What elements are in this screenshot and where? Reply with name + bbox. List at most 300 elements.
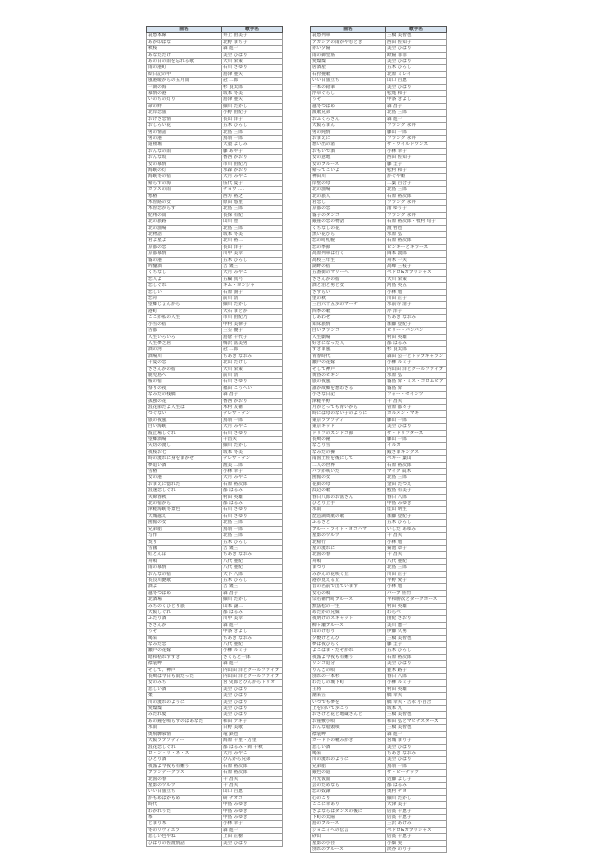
- singer-name-cell: 倍賞 千恵子: [386, 834, 447, 840]
- song-title-cell: みかんの花咲く丘: [311, 571, 386, 577]
- song-title-cell: 芸のためなら: [311, 782, 386, 788]
- song-title-cell: 大阪ラプソディー: [147, 738, 222, 744]
- singer-name-cell: テレサ・テン: [222, 456, 283, 462]
- song-title-cell: 寒椿: [147, 193, 222, 199]
- song-title-cell: なみだの操: [311, 449, 386, 455]
- singer-name-cell: 藤山 一郎: [386, 437, 447, 443]
- singer-name-cell: 北島 三郎: [386, 565, 447, 571]
- song-title-cell: 恋舟: [147, 296, 222, 302]
- song-title-cell: ジョニィへの伝言: [311, 827, 386, 833]
- singer-name-cell: 水原 弘: [386, 372, 447, 378]
- singer-name-cell: ちあき なおみ: [222, 552, 283, 558]
- song-title-cell: いつでも夢を: [311, 699, 386, 705]
- singer-name-cell: 中島 みゆき: [222, 808, 283, 814]
- song-title-cell: 霧子のタンゴ: [311, 212, 386, 218]
- singer-name-cell: テレサ・テン: [222, 411, 283, 417]
- song-title-cell: 東京ラプソディ: [311, 417, 386, 423]
- singer-name-cell: 小林 幸子: [386, 148, 447, 154]
- song-title-cell: ガード下の靴みがき: [311, 738, 386, 744]
- song-title-cell: 高校三年生: [311, 257, 386, 263]
- singer-name-cell: 都 はるみ: [386, 782, 447, 788]
- singer-name-cell: ちあき なおみ: [222, 635, 283, 641]
- song-title-cell: おふくろさん: [311, 116, 386, 122]
- song-title-cell: 契り: [147, 539, 222, 545]
- singer-name-cell: 村田 英雄: [222, 494, 283, 500]
- singer-name-cell: 松尾 和子: [386, 91, 447, 97]
- song-title-cell: 一期の海: [147, 84, 222, 90]
- song-title-cell: 春日八郎のお富さん: [311, 494, 386, 500]
- singer-name-cell: 大月 みやこ: [222, 750, 283, 756]
- singer-name-cell: 小林 旭: [386, 539, 447, 545]
- song-title-cell: 旅の夜風: [147, 417, 222, 423]
- singer-name-cell: 坂本 冬美: [222, 232, 283, 238]
- singer-name-cell: 吉 幾三: [222, 264, 283, 270]
- singer-name-cell: 小柳 ルミ子: [386, 680, 447, 686]
- singer-name-cell: 杉 良太郎: [222, 84, 283, 90]
- song-title-cell: いい日旅立ち: [311, 78, 386, 84]
- song-title-cell: おけさ恋情: [147, 116, 222, 122]
- singer-name-cell: 三沢 あけみ: [386, 821, 447, 827]
- singer-name-cell: 梅沢 富美男: [222, 340, 283, 346]
- singer-name-cell: 内山田 洋とクールファイブ: [222, 667, 283, 673]
- singer-name-cell: 美空 ひばり: [222, 840, 283, 846]
- song-title-cell: 瀬戸の花嫁: [147, 648, 222, 654]
- singer-name-cell: 五輪 真弓: [222, 276, 283, 282]
- singer-name-cell: 川田 正子: [386, 296, 447, 302]
- song-title-cell: ブランデーグラス: [147, 770, 222, 776]
- singer-name-cell: かぐや姫: [386, 174, 447, 180]
- song-title-cell: 男の純情: [311, 129, 386, 135]
- singer-name-cell: 美空 ひばり: [386, 59, 447, 65]
- singer-name-cell: 長山 洋子: [222, 116, 283, 122]
- singer-name-cell: 森 進一: [222, 622, 283, 628]
- singer-name-cell: ぴんから兄弟: [222, 757, 283, 763]
- singer-name-cell: 千 昌夫: [222, 776, 283, 782]
- song-title-cell: 北の宿から: [147, 501, 222, 507]
- singer-name-cell: チョウ ....: [222, 187, 283, 193]
- singer-name-cell: ちあき なおみ: [222, 353, 283, 359]
- song-title-cell: 北国の春: [147, 776, 222, 782]
- song-title-cell: 襟裳岬: [311, 731, 386, 737]
- singer-name-cell: イルカ: [386, 443, 447, 449]
- singer-name-cell: 菊池 章子: [386, 545, 447, 551]
- song-title-cell: 函館の女: [311, 475, 386, 481]
- singer-name-cell: 美空 ひばり: [222, 699, 283, 705]
- song-title-cell: アカシアの雨がやむとき: [311, 39, 386, 45]
- song-title-cell: 瀬戸の花嫁: [311, 360, 386, 366]
- singer-name-cell: 藤 圭子: [386, 642, 447, 648]
- song-title-cell: 京都の恋: [311, 206, 386, 212]
- song-title-cell: ここに幸あり: [311, 802, 386, 808]
- song-title-cell: 愛燦燦: [311, 59, 386, 65]
- singer-name-cell: 殿さまキングス: [386, 449, 447, 455]
- song-title-cell: 雪椿: [147, 469, 222, 475]
- singer-name-cell: 前川 清: [222, 296, 283, 302]
- singer-name-cell: 霧島 昇・ミス・コロムビア: [386, 379, 447, 385]
- song-title-cell: 北の旅路: [147, 219, 222, 225]
- song-title-cell: あか印ばな: [147, 39, 222, 45]
- song-title-cell: あの日の雨を忘れる歌: [147, 59, 222, 65]
- song-title-cell: 上を向いて歩こう: [311, 706, 386, 712]
- singer-name-cell: 伍代 夏子: [222, 180, 283, 186]
- singer-name-cell: 加藤 登紀子: [386, 513, 447, 519]
- singer-name-cell: 北原 ミレイ: [386, 71, 447, 77]
- singer-name-cell: カルメン・マキ: [386, 411, 447, 417]
- song-title-cell: ひとり酒: [147, 757, 222, 763]
- singer-name-cell: 西田 佐知子: [386, 39, 447, 45]
- song-title-cell: 小雪の宿: [147, 321, 222, 327]
- singer-name-cell: 天童 よしみ: [222, 142, 283, 148]
- singer-name-cell: 二葉 百合子: [386, 180, 447, 186]
- song-title-cell: 襟裳岬: [147, 661, 222, 667]
- song-title-cell: 酒よ: [147, 584, 222, 590]
- song-title-cell: お座敷小唄: [311, 718, 386, 724]
- song-title-cell: 北の漁場: [311, 187, 386, 193]
- singer-name-cell: 舟木 一夫: [386, 257, 447, 263]
- header-singer: 歌手名: [386, 27, 447, 33]
- song-title-cell: さよならはダンスの後に: [311, 808, 386, 814]
- song-title-cell: 夢追い酒: [147, 462, 222, 468]
- song-title-cell: とまり木: [147, 821, 222, 827]
- song-title-cell: 奥飛騨慕情: [147, 731, 222, 737]
- song-title-cell: 霧の港: [147, 257, 222, 263]
- song-title-cell: 糸: [147, 814, 222, 820]
- song-title-cell: 琵琶湖周航の歌: [311, 513, 386, 519]
- song-title-cell: おもいで酒: [311, 148, 386, 154]
- singer-name-cell: 森 進一: [222, 46, 283, 52]
- song-title-cell: 夢は夜ひらく: [311, 642, 386, 648]
- song-title-cell: 雨の慕情: [147, 565, 222, 571]
- song-title-cell: 京都慕情: [147, 251, 222, 257]
- singer-name-cell: 八代 亜紀: [386, 558, 447, 564]
- song-title-cell: 赤い夕陽: [311, 46, 386, 52]
- song-title-cell: なみだの桟橋: [147, 392, 222, 398]
- singer-name-cell: 和田 弘とマヒナスターズ: [386, 718, 447, 724]
- song-title-cell: 女のブルース: [311, 161, 386, 167]
- song-title-cell: 男の情話: [147, 129, 222, 135]
- singer-name-cell: 北川 裕二: [222, 238, 283, 244]
- singer-name-cell: 美空 ひばり: [386, 84, 447, 90]
- song-title-cell: みだれ髪: [147, 712, 222, 718]
- singer-name-cell: 小林 旭: [386, 289, 447, 295]
- singer-name-cell: さくらと一郎: [222, 654, 283, 660]
- singer-name-cell: 村田 英雄: [386, 334, 447, 340]
- song-title-cell: 鹿児島へ: [147, 372, 222, 378]
- song-title-cell: いのちの灯り: [147, 97, 222, 103]
- song-table-right: [310, 26, 447, 853]
- singer-name-cell: 近藤 よし子: [386, 776, 447, 782]
- singer-name-cell: ペドロ&カプリシャス: [386, 827, 447, 833]
- singer-name-cell: 川中 美幸: [222, 251, 283, 257]
- singer-name-cell: 北島 三郎: [222, 520, 283, 526]
- singer-name-cell: 五木 ひろし: [222, 123, 283, 129]
- singer-name-cell: 佳山 明生: [386, 507, 447, 513]
- song-title-cell: 吟醸酒: [147, 264, 222, 270]
- singer-name-cell: 吉 幾三: [222, 584, 283, 590]
- song-title-cell: 星影のワルツ: [311, 533, 386, 539]
- song-title-cell: 長良川艶歌: [147, 577, 222, 583]
- song-title-cell: 舟唄: [147, 558, 222, 564]
- table-body: [147, 33, 283, 847]
- singer-name-cell: 金田 たつえ: [386, 481, 447, 487]
- song-title-cell: 三百六十五歩のマーチ: [311, 302, 386, 308]
- singer-name-cell: 原田 悠里: [222, 199, 283, 205]
- singer-name-cell: 日野 美歌: [222, 725, 283, 731]
- singer-name-cell: 北島 三郎: [386, 475, 447, 481]
- song-title-cell: 木曽路の女: [147, 199, 222, 205]
- singer-name-cell: マイク 眞木: [386, 469, 447, 475]
- singer-name-cell: 美空 ひばり: [222, 693, 283, 699]
- singer-name-cell: 内山田 洋とクールファイブ: [222, 674, 283, 680]
- song-title-cell: おまえに: [311, 135, 386, 141]
- song-title-cell: 天城越え: [147, 513, 222, 519]
- song-title-cell: 黄昏のビギン: [311, 372, 386, 378]
- singer-name-cell: 鳥羽 一郎: [222, 526, 283, 532]
- song-title-cell: おんなの宿: [147, 571, 222, 577]
- song-title-cell: 高原列車は行く: [311, 251, 386, 257]
- song-title-cell: おんな船頭唄: [311, 725, 386, 731]
- song-title-cell: 女の港: [147, 475, 222, 481]
- singer-name-cell: 宮城 まり子: [386, 738, 447, 744]
- header-title: 曲名: [147, 27, 222, 33]
- song-title-cell: 女のみち: [147, 680, 222, 686]
- song-title-cell: わかれうた: [147, 808, 222, 814]
- singer-name-cell: 前川 清: [222, 372, 283, 378]
- singer-name-cell: 三橋 美智也: [386, 33, 447, 39]
- song-title-cell: 好きになった人: [311, 340, 386, 346]
- singer-name-cell: 北野 まち子: [222, 39, 283, 45]
- song-title-cell: 舟唄: [311, 558, 386, 564]
- singer-name-cell: 橋 幸夫・吉永 小百合: [386, 699, 447, 705]
- singer-name-cell: 春日 八郎: [386, 494, 447, 500]
- singer-name-cell: 森 進一: [222, 827, 283, 833]
- singer-name-cell: わらべ: [386, 609, 447, 615]
- singer-name-cell: 五木 ひろし: [386, 520, 447, 526]
- singer-name-cell: 欧陽 菲菲: [386, 52, 447, 58]
- song-title-cell: 海峡冬の宿: [147, 174, 222, 180]
- singer-name-cell: 市川 由紀乃: [222, 161, 283, 167]
- song-title-cell: 矢切の渡し: [147, 443, 222, 449]
- song-title-cell: 恋しぐれ: [147, 283, 222, 289]
- song-title-cell: 潮来笠: [311, 693, 386, 699]
- singer-name-cell: キム・ヨンジャ: [222, 283, 283, 289]
- song-title-cell: 長崎は今日も雨だった: [147, 674, 222, 680]
- song-title-cell: 越冬つばめ: [147, 590, 222, 596]
- singer-name-cell: 石原 裕次郎: [386, 462, 447, 468]
- song-title-cell: 心のこり: [311, 795, 386, 801]
- song-title-cell: 花街の母: [311, 481, 386, 487]
- singer-name-cell: 杉 良太郎: [386, 347, 447, 353]
- song-title-cell: 雪國: [147, 545, 222, 551]
- song-title-cell: まつり: [311, 565, 386, 571]
- song-title-cell: 川の流れのように: [147, 699, 222, 705]
- singer-name-cell: 都 はるみ: [222, 609, 283, 615]
- song-title-cell: 川の流れのように: [311, 757, 386, 763]
- singer-name-cell: フランク 永井: [386, 123, 447, 129]
- singer-name-cell: 平野 愛子: [386, 577, 447, 583]
- singer-name-cell: 島倉 千代子: [222, 334, 283, 340]
- singer-name-cell: 水前寺 清子: [386, 302, 447, 308]
- singer-name-cell: 細川 たかし: [222, 597, 283, 603]
- table-body: [311, 33, 447, 853]
- singer-name-cell: 鳥羽 一郎: [222, 135, 283, 141]
- song-title-cell: 孤独の花: [147, 398, 222, 404]
- song-title-cell: 浜辺の歌: [311, 488, 386, 494]
- song-title-cell: 紅とんぼ: [147, 552, 222, 558]
- singer-name-cell: 森田 公一とトップギャラン: [386, 353, 447, 359]
- song-title-cell: 銀色の道: [311, 770, 386, 776]
- song-title-cell: おんな坂: [147, 155, 222, 161]
- singer-name-cell: 大津 美子: [386, 802, 447, 808]
- table-row: [311, 847, 447, 853]
- song-title-cell: 岸壁の母: [311, 180, 386, 186]
- song-title-cell: 哀愁本線: [147, 33, 222, 39]
- song-title-cell: ひとり上手: [311, 501, 386, 507]
- singer-name-cell: 海原 千里・万里: [222, 738, 283, 744]
- song-title-cell: 下町の太陽: [311, 814, 386, 820]
- singer-name-cell: 石川 さゆり: [222, 430, 283, 436]
- song-title-cell: 京都の恋: [147, 244, 222, 250]
- song-title-cell: 哀愁列車: [311, 33, 386, 39]
- song-title-cell: 女の慕情: [147, 161, 222, 167]
- singer-name-cell: バーブ 佐竹: [386, 590, 447, 596]
- song-title-cell: ドリフのズンドコ節: [311, 430, 386, 436]
- singer-name-cell: 内山田 洋とクールファイブ: [386, 366, 447, 372]
- song-title-cell: 柔: [147, 693, 222, 699]
- singer-name-cell: 井上 由美子: [222, 33, 283, 39]
- singer-name-cell: 石原 裕次郎: [386, 654, 447, 660]
- song-title-cell: 雨の御堂筋: [311, 52, 386, 58]
- singer-name-cell: 都 はるみ・岡 千秋: [222, 744, 283, 750]
- song-title-cell: 桜の宿: [147, 379, 222, 385]
- singer-name-cell: 並木 路子: [386, 667, 447, 673]
- singer-name-cell: 西田 佐知子: [386, 155, 447, 161]
- song-title-cell: 浮草ぐらし: [311, 91, 386, 97]
- singer-name-cell: 美空 ひばり: [222, 52, 283, 58]
- singer-name-cell: 冠 二郎: [222, 78, 283, 84]
- song-title-cell: 石狩挽歌: [311, 71, 386, 77]
- song-title-cell: 二人の世界: [311, 462, 386, 468]
- song-title-cell: 喝采: [311, 750, 386, 756]
- song-title-cell: 木曽恋がらす: [147, 206, 222, 212]
- singer-name-cell: 大月 みやこ: [222, 424, 283, 430]
- singer-name-cell: 芹 洋子: [386, 308, 447, 314]
- song-title-cell: おんなの雨: [147, 148, 222, 154]
- singer-name-cell: 福田 こうへい: [222, 385, 283, 391]
- singer-name-cell: 島津 亜矢: [222, 71, 283, 77]
- singer-name-cell: 大川 栄策: [222, 59, 283, 65]
- singer-name-cell: ザ・ドリフターズ: [386, 430, 447, 436]
- singer-name-cell: 美空 ひばり: [386, 661, 447, 667]
- singer-name-cell: 北島 三郎: [386, 187, 447, 193]
- song-title-cell: わたしの城下町: [311, 680, 386, 686]
- singer-name-cell: 北島 三郎: [222, 225, 283, 231]
- singer-name-cell: ペギー 葉山: [386, 456, 447, 462]
- table-row: [147, 840, 283, 846]
- singer-name-cell: 石原 裕次郎: [222, 763, 283, 769]
- singer-name-cell: 上田 正樹: [222, 834, 283, 840]
- singer-name-cell: 渥美 二郎: [222, 462, 283, 468]
- song-title-cell: 昭和枯れすすき: [147, 654, 222, 660]
- song-title-cell: 夕焼けとんび: [311, 635, 386, 641]
- song-title-cell: 柳ヶ瀬ブルース: [311, 622, 386, 628]
- singer-name-cell: フランク 永井: [386, 212, 447, 218]
- singer-name-cell: 村田 英雄: [386, 603, 447, 609]
- song-title-cell: 兄弟船: [147, 526, 222, 532]
- singer-name-cell: 大月 みやこ: [222, 270, 283, 276]
- song-title-cell: 夫婦春秋: [147, 494, 222, 500]
- song-title-cell: 北の漁場: [147, 225, 222, 231]
- singer-name-cell: 大月 みやこ: [222, 475, 283, 481]
- song-title-cell: ロ・ン・リ・ネ・ス: [147, 750, 222, 756]
- song-title-cell: 帰ってこいよ: [311, 167, 386, 173]
- song-title-cell: 兄弟船: [311, 763, 386, 769]
- song-title-cell: みちのくひとり旅: [147, 603, 222, 609]
- singer-name-cell: 三橋 美智也: [386, 712, 447, 718]
- song-title-cell: 時代: [147, 802, 222, 808]
- singer-name-cell: 美空 ひばり: [386, 744, 447, 750]
- singer-name-cell: 北島 三郎: [222, 129, 283, 135]
- singer-name-cell: 美空 ひばり: [386, 757, 447, 763]
- song-title-cell: 夜霧よ今夜も有難う: [147, 763, 222, 769]
- song-title-cell: 銀座の恋の物語: [311, 219, 386, 225]
- singer-name-cell: 鮫島 有美子: [386, 488, 447, 494]
- song-title-cell: 昔の名前で出ています: [311, 584, 386, 590]
- singer-name-cell: 研 ナオコ: [222, 795, 283, 801]
- song-title-cell: なごり雪: [311, 443, 386, 449]
- song-title-cell: 一本の鉛筆: [311, 84, 386, 90]
- song-title-cell: 湖畔の宿: [311, 264, 386, 270]
- singer-name-cell: 島津 亜矢: [222, 97, 283, 103]
- singer-name-cell: 石川 さゆり: [222, 507, 283, 513]
- song-title-cell: 悲しい酒: [311, 744, 386, 750]
- song-title-cell: あの鐘を鳴らすのはあなた: [147, 718, 222, 724]
- singer-name-cell: 香西 かおり: [222, 398, 283, 404]
- singer-name-cell: ザ・ピーナッツ: [386, 770, 447, 776]
- singer-name-cell: 吉 幾三: [222, 545, 283, 551]
- song-title-cell: 北酒場: [147, 597, 222, 603]
- song-title-cell: 北岸恋旅: [147, 110, 222, 116]
- song-title-cell: 函館の女: [147, 520, 222, 526]
- song-title-cell: 恋しい: [147, 289, 222, 295]
- singer-name-cell: 長山 洋子: [222, 244, 283, 250]
- song-title-cell: 想い出の渚: [311, 142, 386, 148]
- header-title: 曲名: [311, 27, 386, 33]
- song-title-cell: 浪花恋しぐれ: [147, 744, 222, 750]
- singer-name-cell: ピンキーとキラーズ: [386, 244, 447, 250]
- singer-name-cell: 山口 百恵: [222, 789, 283, 795]
- song-title-cell: 島のブルース: [311, 821, 386, 827]
- song-title-cell: 人生夢芝居: [147, 340, 222, 346]
- singer-name-cell: 森 進一: [386, 731, 447, 737]
- song-title-cell: 時には母のない子のように: [311, 411, 386, 417]
- singer-name-cell: 淡谷 のり子: [386, 847, 447, 853]
- singer-name-cell: 坂本 冬美: [222, 91, 283, 97]
- singer-name-cell: 岡本 敦郎: [386, 251, 447, 257]
- singer-name-cell: 川田 正子: [386, 571, 447, 577]
- song-title-cell: 人生いろいろ: [147, 334, 222, 340]
- singer-name-cell: 小柳 ルミ子: [222, 648, 283, 654]
- singer-name-cell: 細川 たかし: [222, 443, 283, 449]
- singer-name-cell: 八代 亜紀: [222, 565, 283, 571]
- singer-name-cell: 霧島 昇: [386, 385, 447, 391]
- singer-name-cell: 藤 圭子: [386, 161, 447, 167]
- song-title-cell: しあわせ: [311, 315, 386, 321]
- song-title-cell: 千夏の恋: [147, 360, 222, 366]
- header-singer: 歌手名: [222, 27, 283, 33]
- singer-name-cell: 細川 たかし: [386, 795, 447, 801]
- singer-name-cell: いしだ あゆみ: [386, 526, 447, 532]
